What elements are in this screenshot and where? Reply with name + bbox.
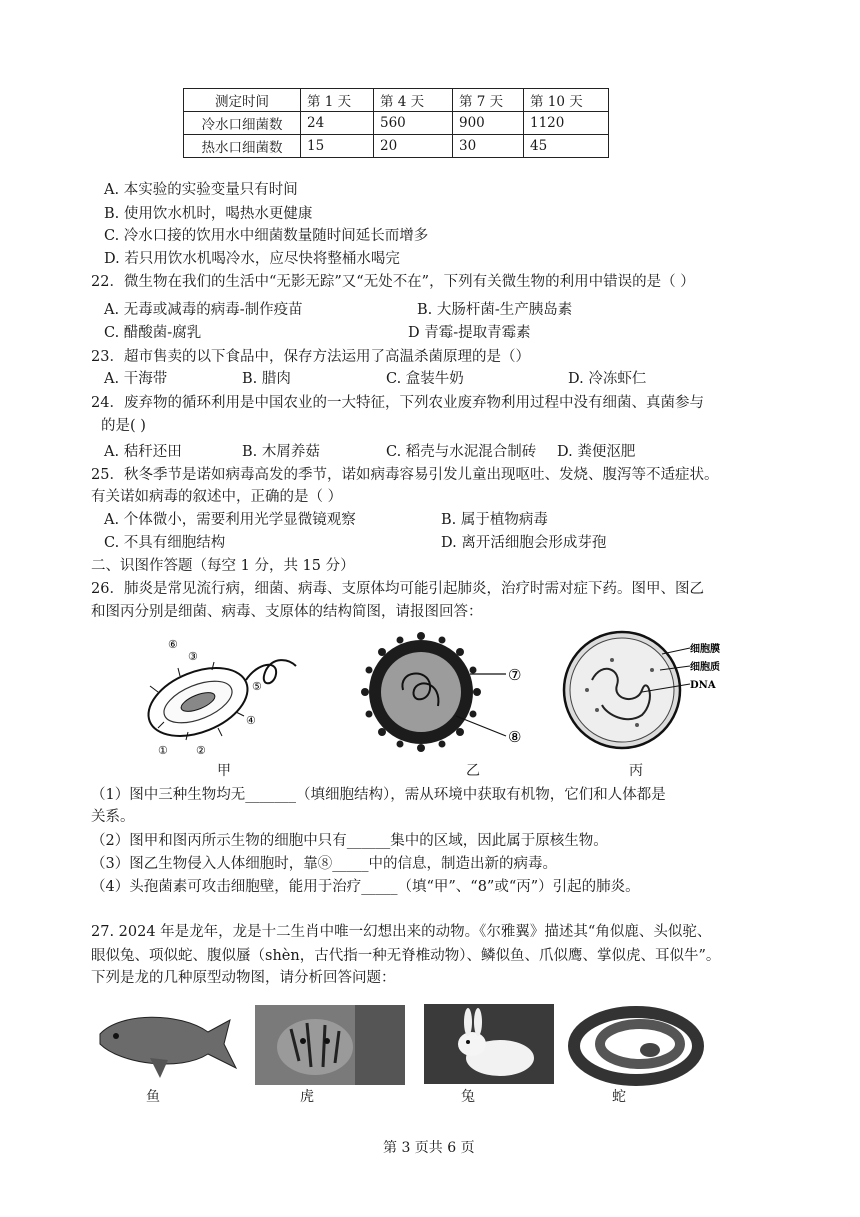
rabbit-image xyxy=(424,1004,554,1084)
q23-option-c: C. 盒装牛奶 xyxy=(386,371,464,387)
q26-sub1-line2: 关系。 xyxy=(91,809,135,825)
label-7: ⑦ xyxy=(508,666,522,684)
q21-option-b: B. 使用饮水机时，喝热水更健康 xyxy=(104,206,313,222)
caption-rabbit: 兔 xyxy=(461,1089,475,1105)
snake-image xyxy=(566,1000,716,1086)
q23-stem: 23．超市售卖的以下食品中，保存方法运用了高温杀菌原理的是（） xyxy=(91,349,530,365)
label-8: ⑧ xyxy=(508,728,522,746)
fish-image xyxy=(90,998,238,1086)
label-dna: DNA xyxy=(690,680,716,691)
table-header-cell: 第 7 天 xyxy=(453,89,524,112)
q21-option-d: D. 若只用饮水机喝冷水，应尽快将整桶水喝完 xyxy=(104,251,400,267)
q25-stem-line1: 25．秋冬季节是诺如病毒高发的季节，诺如病毒容易引发儿童出现呕吐、发烧、腹泻等不适症状。 xyxy=(91,467,719,483)
q26-sub1-line1: （1）图中三种生物均无_______（填细胞结构），需从环境中获取有机物，它们和人体都是 xyxy=(91,787,666,803)
table-cell: 30 xyxy=(453,135,524,158)
label-4: ④ xyxy=(246,714,256,727)
table-cell: 45 xyxy=(524,135,609,158)
q26-stem-line2: 和图丙分别是细菌、病毒、支原体的结构简图，请报图回答： xyxy=(91,604,483,620)
label-3: ③ xyxy=(188,650,198,663)
caption-snake: 蛇 xyxy=(612,1089,626,1105)
q22-option-d: D 青霉-提取青霉素 xyxy=(408,325,531,341)
table-cell: 24 xyxy=(301,112,374,135)
figure-caption-yi: 乙 xyxy=(466,763,480,779)
q21-option-a: A. 本实验的实验变量只有时间 xyxy=(104,182,298,198)
q25-option-d: D. 离开活细胞会形成芽孢 xyxy=(441,535,607,551)
q24-stem-line2: 的是( ) xyxy=(101,418,146,434)
q26-sub3: （3）图乙生物侵入人体细胞时，靠⑧_____中的信息，制造出新的病毒。 xyxy=(91,856,557,872)
label-2: ② xyxy=(196,744,206,757)
q25-stem-line2: 有关诺如病毒的叙述中，正确的是（ ） xyxy=(91,489,343,505)
caption-tiger: 虎 xyxy=(300,1089,314,1105)
table-cell: 20 xyxy=(374,135,453,158)
q25-option-c: C. 不具有细胞结构 xyxy=(104,535,226,551)
label-5: ⑤ xyxy=(252,680,262,693)
table-header-cell: 第 10 天 xyxy=(524,89,609,112)
table-cell: 560 xyxy=(374,112,453,135)
q24-option-c: C. 稻壳与水泥混合制砖 xyxy=(386,444,537,460)
table-cell: 15 xyxy=(301,135,374,158)
q23-option-b: B. 腊肉 xyxy=(242,371,291,387)
q27-line1: 27. 2024 年是龙年，龙是十二生肖中唯一幻想出来的动物。《尔雅翼》描述其“角似鹿、头似驼、 xyxy=(91,924,712,940)
mycoplasma-diagram xyxy=(562,630,732,755)
q24-option-b: B. 木屑养菇 xyxy=(242,444,320,460)
q24-stem-line1: 24．废弃物的循环利用是中国农业的一大特征，下列农业废弃物利用过程中没有细菌、真菌参与 xyxy=(91,395,704,411)
label-1: ① xyxy=(158,744,168,757)
virus-diagram xyxy=(358,630,533,755)
tiger-image xyxy=(255,1005,405,1085)
section-heading: 二、识图作答题（每空 1 分，共 15 分） xyxy=(91,558,355,574)
table-header-cell: 第 4 天 xyxy=(374,89,453,112)
q26-sub4: （4）头孢菌素可攻击细胞壁，能用于治疗_____（填“甲”、“8”或“丙”）引起的肺炎。 xyxy=(91,879,640,895)
table-cell: 冷水口细菌数 xyxy=(184,112,301,135)
label-membrane: 细胞膜 xyxy=(690,644,720,655)
table-header-cell: 测定时间 xyxy=(184,89,301,112)
bacterium-diagram xyxy=(128,632,298,762)
table-header-cell: 第 1 天 xyxy=(301,89,374,112)
label-cytoplasm: 细胞质 xyxy=(690,662,720,673)
q25-option-b: B. 属于植物病毒 xyxy=(441,512,548,528)
q23-option-a: A. 干海带 xyxy=(104,371,168,387)
q24-option-a: A. 秸秆还田 xyxy=(104,444,182,460)
q24-option-d: D. 粪便沤肥 xyxy=(557,444,636,460)
q23-option-d: D. 冷冻虾仁 xyxy=(568,371,647,387)
table-cell: 1120 xyxy=(524,112,609,135)
figure-caption-jia: 甲 xyxy=(217,763,231,779)
q22-option-c: C. 醋酸菌-腐乳 xyxy=(104,325,202,341)
table-row xyxy=(184,112,609,135)
q22-option-a: A. 无毒或减毒的病毒-制作疫苗 xyxy=(104,302,303,318)
q26-stem-line1: 26．肺炎是常见流行病，细菌、病毒、支原体均可能引起肺炎，治疗时需对症下药。图甲、图乙 xyxy=(91,581,704,597)
q27-line3: 下列是龙的几种原型动物图，请分析回答问题： xyxy=(91,970,396,986)
q22-stem: 22．微生物在我们的生活中“无影无踪”又“无处不在”，下列有关微生物的利用中错误的是（ ） xyxy=(91,274,695,290)
label-6: ⑥ xyxy=(168,638,178,651)
caption-fish: 鱼 xyxy=(146,1089,160,1105)
table-cell: 900 xyxy=(453,112,524,135)
table-cell: 热水口细菌数 xyxy=(184,135,301,158)
q22-option-b: B. 大肠杆菌-生产胰岛素 xyxy=(417,302,573,318)
bacteria-count-table xyxy=(183,88,609,158)
figure-caption-bing: 丙 xyxy=(629,763,643,779)
q26-sub2: （2）图甲和图丙所示生物的细胞中只有______集中的区域，因此属于原核生物。 xyxy=(91,833,608,849)
q27-line2: 眼似兔、项似蛇、腹似蜃（shèn，古代指一种无脊椎动物）、鳞似鱼、爪似鹰、掌似虎、耳似牛”。 xyxy=(91,948,721,964)
table-header-row xyxy=(184,89,609,112)
q21-option-c: C. 冷水口接的饮用水中细菌数量随时间延长而增多 xyxy=(104,228,429,244)
table-row xyxy=(184,135,609,158)
page-footer: 第 3 页共 6 页 xyxy=(383,1140,475,1156)
q25-option-a: A. 个体微小，需要利用光学显微镜观察 xyxy=(104,512,356,528)
